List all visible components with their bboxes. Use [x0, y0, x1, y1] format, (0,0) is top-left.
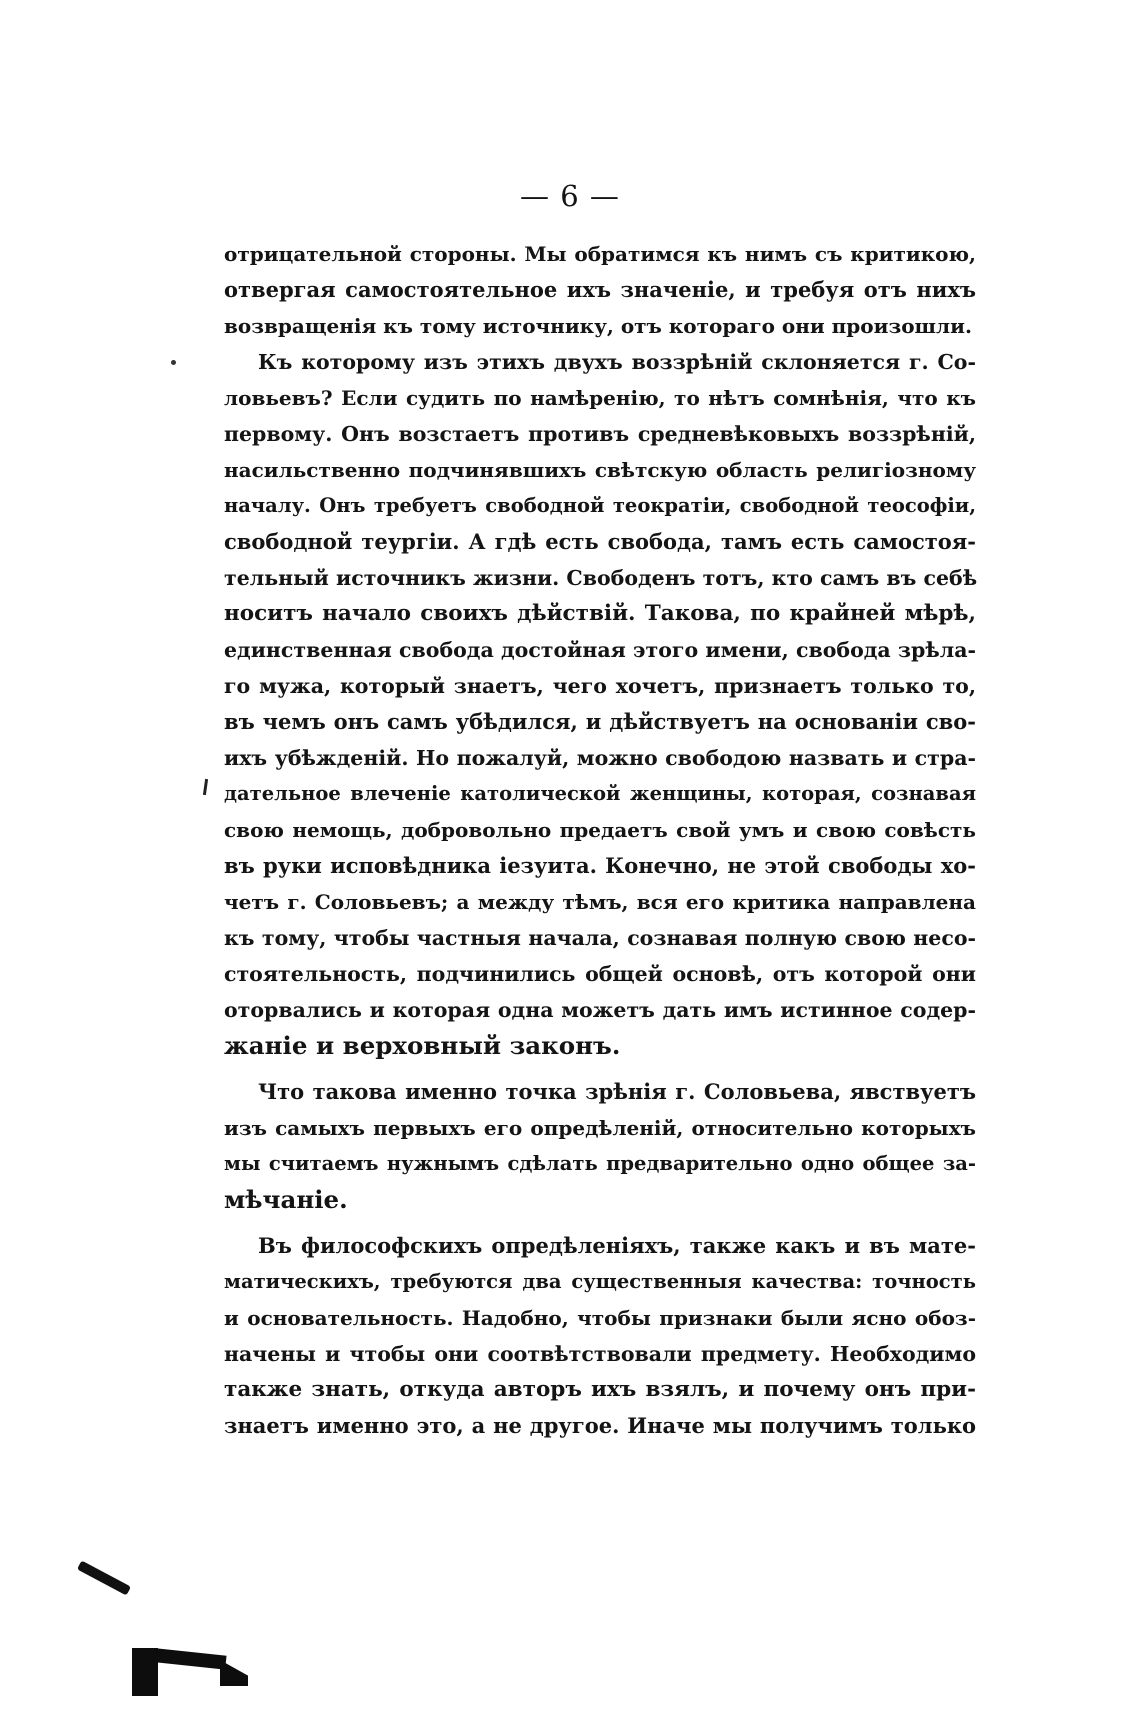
paragraph — [224, 1228, 976, 1444]
text-line: го мужа, который знаетъ, чего хочетъ, признаетъ только то, — [224, 674, 976, 698]
text-line: изъ самыхъ первыхъ его опредѣленій, относительно которыхъ — [224, 1116, 976, 1140]
text-line: четъ г. Соловьевъ; а между тѣмъ, вся его критика направлена — [224, 890, 976, 914]
page-number: — 6 — — [520, 179, 620, 213]
scan-speck — [203, 779, 208, 795]
text-line: ловьевъ? Если судить по намѣренію, то нѣтъ сомнѣнія, что къ — [224, 386, 976, 410]
text-line: и основательность. Надобно, чтобы признаки были ясно обоз- — [224, 1306, 976, 1330]
text-line: жаніе и верховный законъ. — [224, 1031, 621, 1060]
paragraph — [224, 236, 976, 344]
text-line: первому. Онъ возстаетъ противъ средневѣковыхъ воззрѣній, — [224, 422, 976, 446]
text-line: Къ которому изъ этихъ двухъ воззрѣній склоняется г. Со- — [258, 350, 976, 374]
text-line: отрицательной стороны. Мы обратимся къ нимъ съ критикою, — [224, 242, 976, 266]
text-line: ихъ убѣжденій. Но пожалуй, можно свободою назвать и стра- — [224, 746, 976, 770]
text-line: начены и чтобы они соотвѣтствовали предмету. Необходимо — [224, 1342, 976, 1366]
text-line: возвращенія къ тому источнику, отъ котораго они произошли. — [224, 314, 972, 338]
text-line: къ тому, чтобы частныя начала, сознавая полную свою несо- — [224, 926, 976, 950]
text-line: оторвались и которая одна можетъ дать имъ истинное содер- — [224, 998, 976, 1022]
text-line: носитъ начало своихъ дѣйствій. Такова, по крайней мѣрѣ, — [224, 601, 976, 626]
paragraph — [224, 1074, 976, 1218]
text-line: свободной теургіи. А гдѣ есть свобода, тамъ есть самостоя- — [224, 529, 976, 554]
text-line: тельный источникъ жизни. Свободенъ тотъ, кто самъ въ себѣ — [224, 566, 978, 590]
scan-speck — [171, 360, 176, 365]
text-line: свою немощь, добровольно предаетъ свой умъ и свою совѣсть — [224, 818, 976, 842]
text-line: мѣчаніе. — [224, 1185, 348, 1214]
scan-smudge — [77, 1560, 131, 1595]
text-line: стоятельность, подчинились общей основѣ, отъ которой они — [224, 962, 976, 986]
scan-smudge — [132, 1648, 158, 1696]
paragraph — [224, 344, 976, 1064]
text-line: въ чемъ онъ самъ убѣдился, и дѣйствуетъ на основаніи сво- — [224, 709, 976, 734]
text-line: насильственно подчинявшихъ свѣтскую область религіозному — [224, 458, 976, 482]
text-line: дательное влеченіе католической женщины, которая, сознавая — [224, 782, 976, 805]
text-line: единственная свобода достойная этого имени, свобода зрѣла- — [224, 638, 976, 662]
text-line: Что такова именно точка зрѣнія г. Соловьева, явствуетъ — [258, 1079, 976, 1104]
paragraph-spacer — [224, 1218, 976, 1228]
text-line: матическихъ, требуются два существенныя качества: точность — [224, 1270, 976, 1293]
text-line: знаетъ именно это, а не другое. Иначе мы получимъ только — [224, 1413, 976, 1438]
text-line: Въ философскихъ опредѣленіяхъ, также какъ и въ мате- — [258, 1233, 976, 1258]
text-line: мы считаемъ нужнымъ сдѣлать предварительно одно общее за- — [224, 1152, 976, 1175]
paragraph-spacer — [224, 1064, 976, 1074]
scan-smudge — [155, 1648, 226, 1669]
text-line: въ руки исповѣдника іезуита. Конечно, не этой свободы хо- — [224, 853, 976, 878]
text-line: началу. Онъ требуетъ свободной теократіи, свободной теософіи, — [224, 494, 976, 517]
scan-smudge — [220, 1660, 248, 1686]
text-body — [224, 236, 976, 1444]
text-line: также знать, откуда авторъ ихъ взялъ, и почему онъ при- — [224, 1377, 976, 1402]
text-line: отвергая самостоятельное ихъ значеніе, и требуя отъ нихъ — [224, 277, 976, 302]
